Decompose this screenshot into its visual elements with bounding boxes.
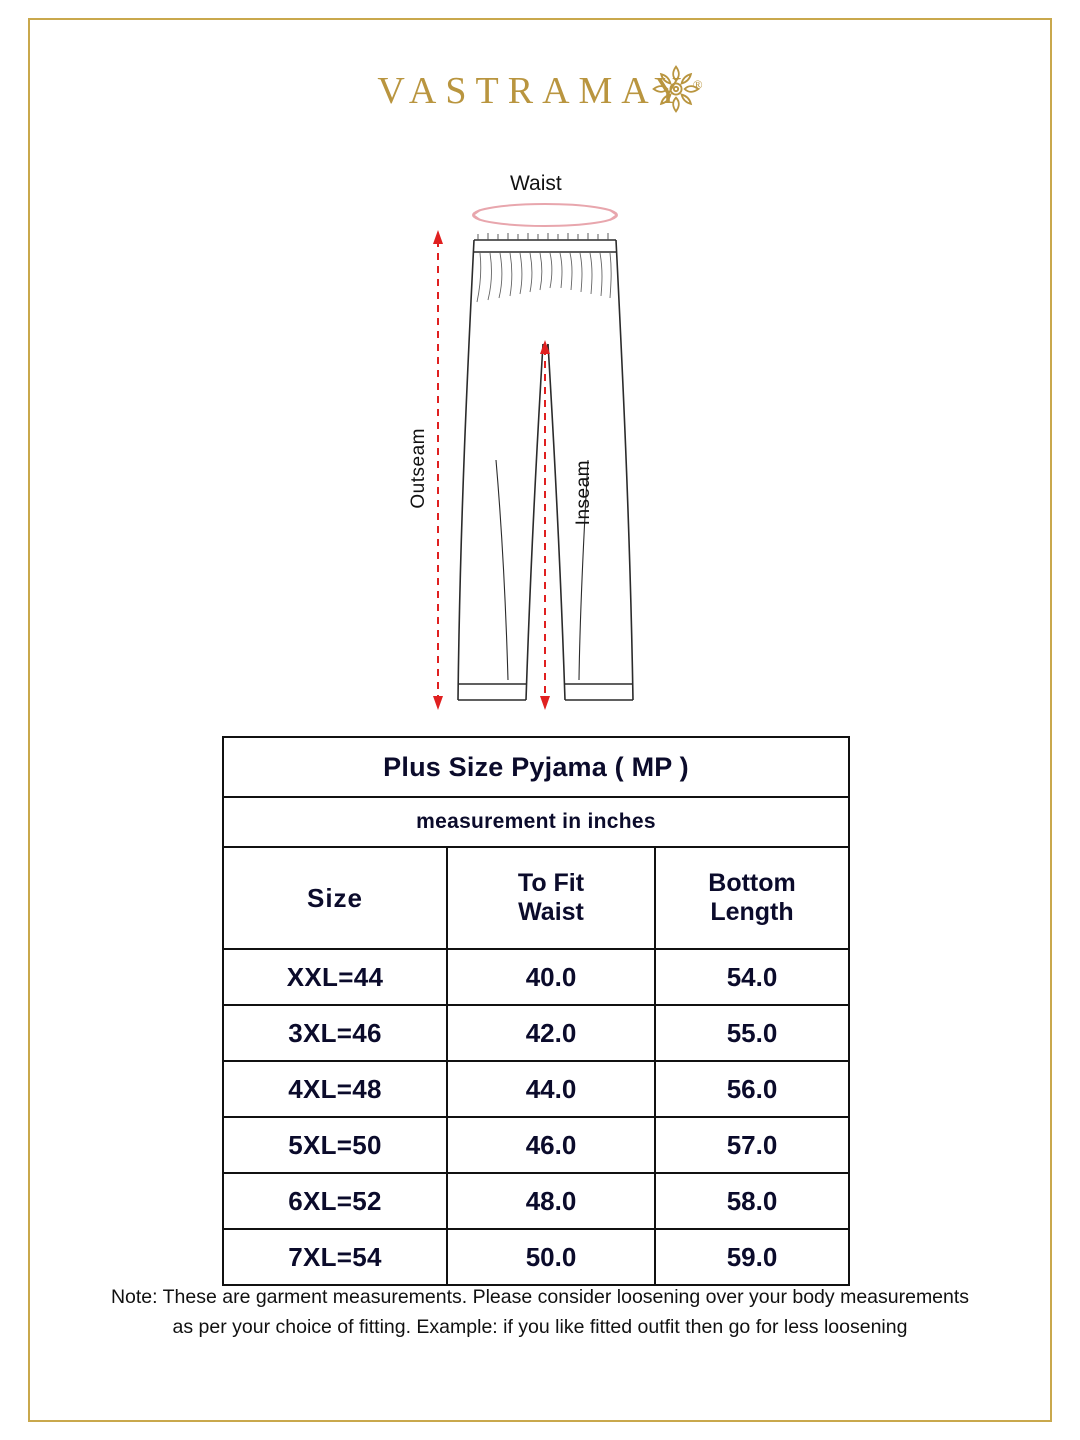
column-header-to-fit-waist [447,847,655,949]
cell-size: 6XL=52 [223,1173,447,1229]
cell-bottom-length: 58.0 [655,1173,849,1229]
pyjama-line-art [330,160,760,720]
brand-name: VASTRAMAY [377,70,691,112]
cell-to-fit-waist: 42.0 [447,1005,655,1061]
pyjama-diagram [330,160,760,720]
table-subtitle: measurement in inches [223,797,849,847]
cell-bottom-length: 57.0 [655,1117,849,1173]
brand-header [0,36,1080,146]
cell-to-fit-waist: 44.0 [447,1061,655,1117]
cell-size: XXL=44 [223,949,447,1005]
table-row [223,1005,849,1061]
cell-to-fit-waist: 46.0 [447,1117,655,1173]
table-row [223,1061,849,1117]
measurement-note-line1: Note: These are garment measurements. Please consider loosening over your body measurements [110,1286,970,1308]
cell-to-fit-waist: 40.0 [447,949,655,1005]
measurement-note [48,1282,1032,1342]
inseam-label: Inseam [573,460,594,526]
waist-label: Waist [510,172,562,195]
registered-mark-icon: ® [692,77,703,93]
outseam-label: Outseam [408,428,429,509]
column-header-bottom-length [655,847,849,949]
table-subtitle-row [223,797,849,847]
cell-bottom-length: 56.0 [655,1061,849,1117]
table-title: Plus Size Pyjama ( MP ) [223,737,849,797]
measurement-note-line2: as per your choice of fitting. Example: if you like fitted outfit then go for less loosening [172,1316,908,1339]
column-header-size: Size [223,847,447,949]
column-header-bottom-length-line2: Length [710,898,794,926]
cell-size: 5XL=50 [223,1117,447,1173]
cell-bottom-length: 54.0 [655,949,849,1005]
floral-emblem-icon [645,58,707,120]
table-row [223,949,849,1005]
column-header-to-fit-waist-line2: Waist [518,898,584,926]
table-row [223,1173,849,1229]
table-row [223,1229,849,1285]
table-header-row [223,847,849,949]
table-row [223,1117,849,1173]
cell-bottom-length: 59.0 [655,1229,849,1285]
cell-size: 3XL=46 [223,1005,447,1061]
cell-to-fit-waist: 48.0 [447,1173,655,1229]
table-title-row [223,737,849,797]
cell-to-fit-waist: 50.0 [447,1229,655,1285]
cell-size: 7XL=54 [223,1229,447,1285]
size-chart-table [222,736,850,1286]
column-header-to-fit-waist-line1: To Fit [517,869,585,898]
cell-size: 4XL=48 [223,1061,447,1117]
column-header-bottom-length-line1: Bottom [708,869,796,898]
cell-bottom-length: 55.0 [655,1005,849,1061]
